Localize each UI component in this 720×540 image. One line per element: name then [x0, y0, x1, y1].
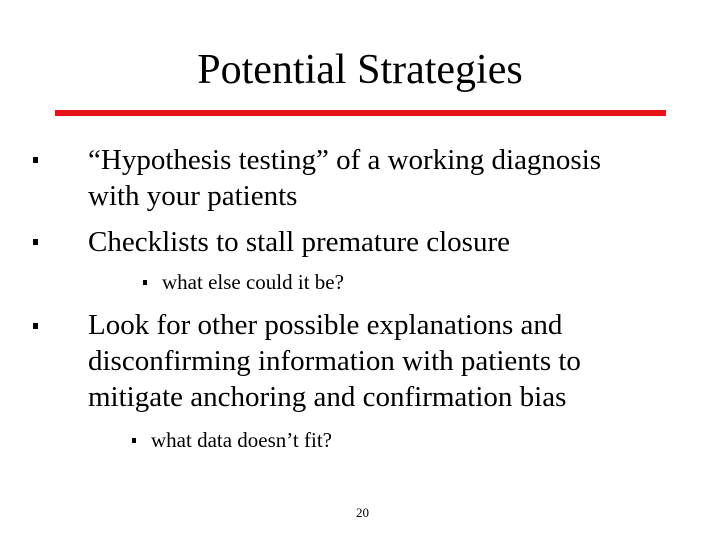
bullet-1-line-1: “Hypothesis testing” of a working diagnosis: [88, 144, 602, 176]
sub-bullet-marker: [132, 438, 136, 443]
bullet-1-line-2: with your patients: [88, 180, 298, 212]
bullet-3-line-2: disconfirming information with patients to: [88, 345, 581, 377]
bullet-marker: [33, 239, 38, 245]
bullet-2-line-1: Checklists to stall premature closure: [88, 226, 511, 258]
page-number: 20: [356, 505, 369, 520]
bullet-3-line-1: Look for other possible explanations and: [88, 309, 563, 341]
bullet-marker: [33, 323, 38, 329]
bullet-marker: [33, 157, 38, 163]
title-underline: [55, 110, 666, 116]
bullet-3-line-3: mitigate anchoring and confirmation bias: [88, 381, 567, 413]
sub-bullet-2: what data doesn’t fit?: [151, 428, 332, 452]
sub-bullet-1: what else could it be?: [162, 270, 344, 294]
sub-bullet-marker: [143, 280, 147, 285]
slide-title: Potential Strategies: [197, 47, 523, 93]
